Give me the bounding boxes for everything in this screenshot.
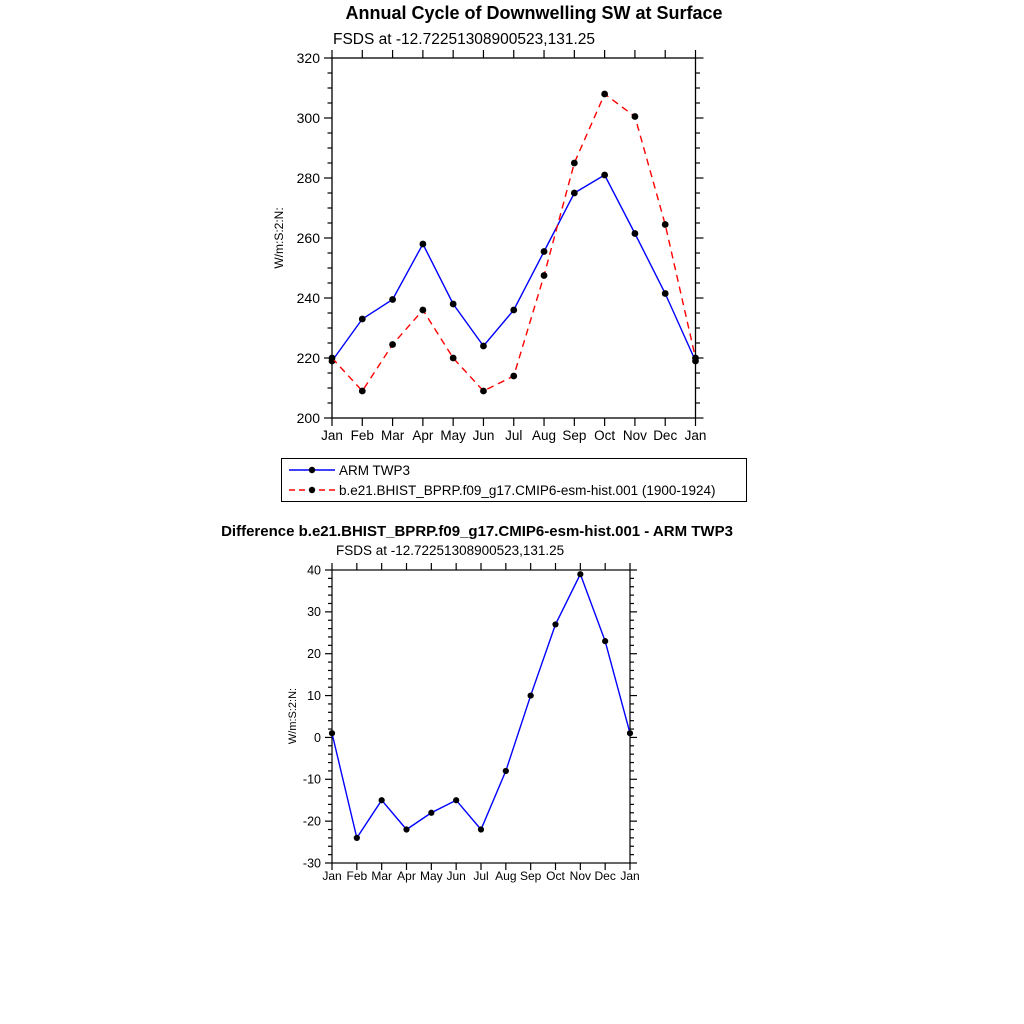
y-tick-labels [297,50,321,426]
series-markers-1 [329,91,699,395]
svg-text:Jan: Jan [322,869,342,883]
svg-text:30: 30 [307,605,321,620]
svg-text:280: 280 [296,169,320,186]
svg-text:240: 240 [296,289,320,306]
svg-text:Nov: Nov [569,869,592,883]
svg-text:40: 40 [307,563,321,578]
svg-text:200: 200 [296,409,320,426]
svg-text:Mar: Mar [380,428,405,443]
top-chart-title: Annual Cycle of Downwelling SW at Surface [345,3,723,23]
bottom-chart-subtitle: FSDS at -12.72251308900523,131.25 [336,543,565,558]
y-ticks [324,58,704,418]
x-ticks [332,50,696,426]
svg-text:220: 220 [296,349,320,366]
legend-item-model [288,480,746,500]
series-line-0 [332,574,630,838]
series-line-0 [332,175,696,361]
svg-text:May: May [440,428,466,443]
y-tick-labels [303,563,321,870]
svg-text:Jan: Jan [321,428,343,443]
x-ticks [332,563,630,870]
chart-1-group [297,50,707,443]
svg-text:Jan: Jan [684,428,707,443]
svg-text:320: 320 [296,49,320,66]
svg-text:Jul: Jul [505,428,523,443]
top-chart-subtitle: FSDS at -12.72251308900523,131.25 [333,31,595,48]
legend-line-sample-blue [288,462,336,478]
svg-text:-10: -10 [302,772,321,787]
svg-text:Sep: Sep [562,428,587,443]
bottom-chart-plot [0,520,1024,920]
svg-text:Jun: Jun [472,428,495,443]
svg-text:Oct: Oct [546,869,565,883]
legend-line-sample-red-dashed [288,482,336,498]
svg-text:-30: -30 [302,856,321,871]
bottom-chart-title: Difference b.e21.BHIST_BPRP.f09_g17.CMIP6-esm-hist.001 - ARM TWP3 [221,523,733,540]
legend-label-arm-twp3: ARM TWP3 [339,462,411,478]
x-tick-labels [322,869,639,883]
svg-text:0: 0 [314,730,321,745]
series-markers-0 [329,571,633,841]
legend-label-model: b.e21.BHIST_BPRP.f09_g17.CMIP6-esm-hist.001 (1900-1924) [339,482,716,498]
svg-text:300: 300 [296,109,320,126]
legend-box [281,458,747,502]
svg-text:Jan: Jan [620,869,640,883]
svg-text:Jul: Jul [473,869,489,883]
axis-frame [332,570,630,863]
svg-text:Aug: Aug [532,428,557,443]
x-tick-labels [321,428,706,443]
svg-text:Jun: Jun [446,869,466,883]
svg-text:May: May [419,869,443,883]
chart-2-group [303,563,640,883]
svg-text:Feb: Feb [346,869,368,883]
legend-item-arm-twp3 [288,460,746,480]
svg-text:Dec: Dec [653,428,678,443]
series-markers-0 [329,172,699,365]
svg-text:10: 10 [307,688,321,703]
svg-text:260: 260 [296,229,320,246]
svg-text:-20: -20 [302,814,321,829]
svg-text:Aug: Aug [495,869,517,883]
axis-frame [332,58,696,418]
svg-text:Nov: Nov [622,428,647,443]
bottom-chart-y-axis-label: W/m:S:2:N: [287,687,299,745]
svg-text:Oct: Oct [594,428,616,443]
svg-text:Mar: Mar [371,869,393,883]
svg-text:Apr: Apr [412,428,434,443]
svg-text:Apr: Apr [397,869,416,883]
y-ticks [325,570,637,863]
series-line-1 [332,94,696,391]
svg-text:Feb: Feb [350,428,374,443]
top-chart-y-axis-label: W/m:S:2:N: [272,207,286,269]
svg-text:Dec: Dec [594,869,616,883]
svg-text:Sep: Sep [519,869,542,883]
svg-text:20: 20 [307,647,321,662]
